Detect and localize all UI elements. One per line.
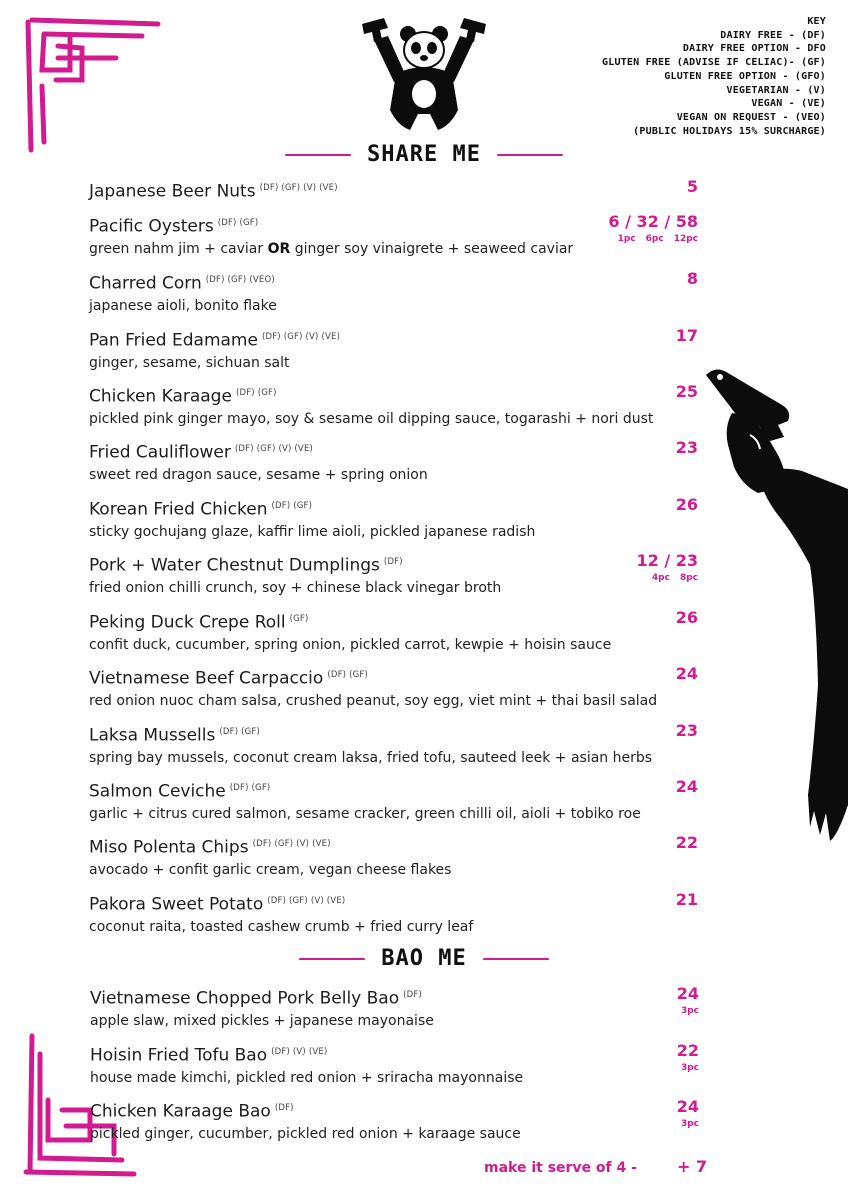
item-description: japanese aioli, bonito flake (89, 297, 277, 314)
item-price: 24 (675, 777, 698, 796)
footer-label: make it serve of 4 - (484, 1160, 637, 1176)
serve-of-four-note (484, 1157, 707, 1176)
item-tags: (DF) (GF) (235, 388, 277, 398)
menu-item (89, 722, 701, 768)
item-name: Chicken Karaage (89, 386, 232, 407)
item-name: Salmon Ceviche (89, 781, 226, 802)
item-name: Laksa Mussells (89, 725, 216, 746)
item-description: sticky gochujang glaze, kaffir lime aioli, pickled japanese radish (89, 523, 536, 540)
item-price: 21 (675, 890, 698, 909)
item-tags: (DF) (GF) (217, 218, 259, 228)
divider (285, 154, 351, 156)
item-tags: (DF) (GF) (271, 501, 313, 511)
item-description: pickled pink ginger mayo, soy & sesame oil dipping sauce, togarashi + nori dust (89, 410, 654, 427)
item-price: 24 (676, 1097, 699, 1116)
item-price: 17 (675, 326, 698, 345)
section-header-bao (0, 946, 848, 971)
item-tags: (GF) (289, 614, 309, 624)
key-entry: VEGAN ON REQUEST - (VEO) (676, 111, 826, 123)
item-tags: (DF) (383, 557, 403, 567)
hand-pistol-icon (698, 365, 848, 845)
corner-frame-icon (18, 14, 163, 154)
menu-item (90, 1098, 702, 1144)
item-tags: (DF) (GF) (V) (VE) (234, 444, 314, 454)
item-name: Chicken Karaage Bao (90, 1101, 271, 1122)
divider (483, 958, 549, 960)
item-quantities: 4pc 8pc (651, 573, 698, 583)
item-description: confit duck, cucumber, spring onion, pickled carrot, kewpie + hoisin sauce (89, 636, 612, 653)
item-description: red onion nuoc cham salsa, crushed peanut, soy egg, viet mint + thai basil salad (89, 692, 658, 709)
key-entry: (PUBLIC HOLIDAYS 15% SURCHARGE) (633, 125, 826, 137)
item-tags: (DF) (GF) (229, 783, 271, 793)
panda-logo-icon (358, 14, 490, 132)
footer-add-price: + 7 (676, 1157, 708, 1176)
item-name: Pork + Water Chestnut Dumplings (89, 555, 380, 576)
item-name: Vietnamese Chopped Pork Belly Bao (90, 988, 400, 1009)
menu-item (89, 213, 701, 259)
key-entry: DAIRY FREE OPTION - DFO (682, 43, 826, 55)
key-entry: VEGAN - (VE) (751, 98, 826, 110)
dietary-key (602, 15, 826, 138)
section-title: BAO ME (381, 946, 467, 971)
item-tags: (DF) (403, 990, 422, 1000)
key-entry: GLUTEN FREE (ADVISE IF CELIAC)- (GF) (602, 57, 826, 69)
item-price: 22 (676, 1041, 699, 1060)
menu-item (89, 327, 701, 373)
item-price: 5 (686, 177, 698, 196)
item-price: 23 (675, 721, 698, 740)
item-quantities: 3pc (680, 1119, 699, 1129)
menu-item (89, 665, 701, 711)
item-description: garlic + citrus cured salmon, sesame cracker, green chilli oil, aioli + tobiko roe (89, 805, 641, 822)
menu-item (89, 552, 701, 598)
item-tags: (DF) (V) (VE) (271, 1047, 328, 1057)
menu-item (89, 178, 701, 203)
menu-item (89, 496, 701, 542)
item-name: Hoisin Fried Tofu Bao (90, 1045, 268, 1066)
item-description: ginger, sesame, sichuan salt (89, 354, 290, 371)
item-name: Pacific Oysters (89, 216, 214, 237)
item-tags: (DF) (GF) (V) (VE) (252, 839, 331, 849)
item-name: Korean Fried Chicken (89, 499, 268, 520)
item-price: 25 (675, 382, 698, 401)
item-name: Miso Polenta Chips (89, 837, 249, 858)
key-entry: VEGETARIAN - (V) (726, 84, 826, 96)
key-entry: GLUTEN FREE OPTION - (GFO) (664, 70, 826, 82)
menu-item (89, 439, 701, 485)
item-tags: (DF) (GF) (327, 670, 368, 680)
item-price: 8 (686, 269, 698, 288)
item-description: green nahm jim + caviar OR ginger soy vinaigrete + seaweed caviar (89, 240, 574, 257)
item-tags: (DF) (GF) (VEO) (205, 275, 275, 285)
item-tags: (DF) (GF) (219, 727, 261, 737)
menu-item (89, 891, 701, 937)
item-description: coconut raita, toasted cashew crumb + fried curry leaf (89, 918, 474, 935)
item-name: Pan Fried Edamame (89, 330, 258, 351)
item-description: apple slaw, mixed pickles + japanese mayonaise (90, 1012, 434, 1029)
menu-item (89, 834, 701, 880)
item-name: Fried Cauliflower (89, 442, 231, 463)
item-quantities: 1pc 6pc 12pc (617, 234, 698, 244)
item-name: Japanese Beer Nuts (89, 181, 256, 202)
item-price: 23 (675, 438, 698, 457)
item-price: 12 / 23 (636, 551, 698, 570)
item-price: 24 (675, 664, 698, 683)
section-header-share (0, 142, 848, 167)
item-description: house made kimchi, pickled red onion + sriracha mayonnaise (90, 1069, 524, 1086)
menu-item (90, 1042, 702, 1088)
item-description: avocado + confit garlic cream, vegan cheese flakes (89, 861, 452, 878)
item-price: 26 (675, 495, 698, 514)
item-name: Pakora Sweet Potato (89, 894, 264, 915)
item-name: Charred Corn (89, 273, 202, 294)
divider (497, 154, 563, 156)
item-description: pickled ginger, cucumber, pickled red onion + karaage sauce (90, 1125, 521, 1142)
item-price: 26 (675, 608, 698, 627)
item-name: Vietnamese Beef Carpaccio (89, 668, 324, 689)
menu-item (89, 609, 701, 655)
section-title: SHARE ME (367, 142, 481, 167)
item-description: spring bay mussels, coconut cream laksa, fried tofu, sauteed leek + asian herbs (89, 749, 653, 766)
item-name: Peking Duck Crepe Roll (89, 612, 286, 633)
item-tags: (DF) (GF) (V) (VE) (259, 183, 338, 193)
key-title: KEY (807, 16, 826, 27)
divider (299, 958, 365, 960)
item-price: 24 (676, 984, 699, 1003)
item-quantities: 3pc (680, 1006, 699, 1016)
item-quantities: 3pc (680, 1063, 699, 1073)
item-tags: (DF) (GF) (V) (VE) (267, 896, 346, 906)
menu-item (89, 383, 701, 429)
item-tags: (DF) (GF) (V) (VE) (261, 332, 341, 342)
item-description: sweet red dragon sauce, sesame + spring onion (89, 466, 428, 483)
item-description: fried onion chilli crunch, soy + chinese black vinegar broth (89, 579, 502, 596)
item-tags: (DF) (274, 1103, 294, 1113)
menu-item (89, 270, 701, 316)
menu-item (89, 778, 701, 824)
item-price: 22 (675, 833, 698, 852)
item-price: 6 / 32 / 58 (608, 212, 698, 231)
key-entry: DAIRY FREE - (DF) (720, 29, 826, 41)
menu-item (90, 985, 702, 1031)
